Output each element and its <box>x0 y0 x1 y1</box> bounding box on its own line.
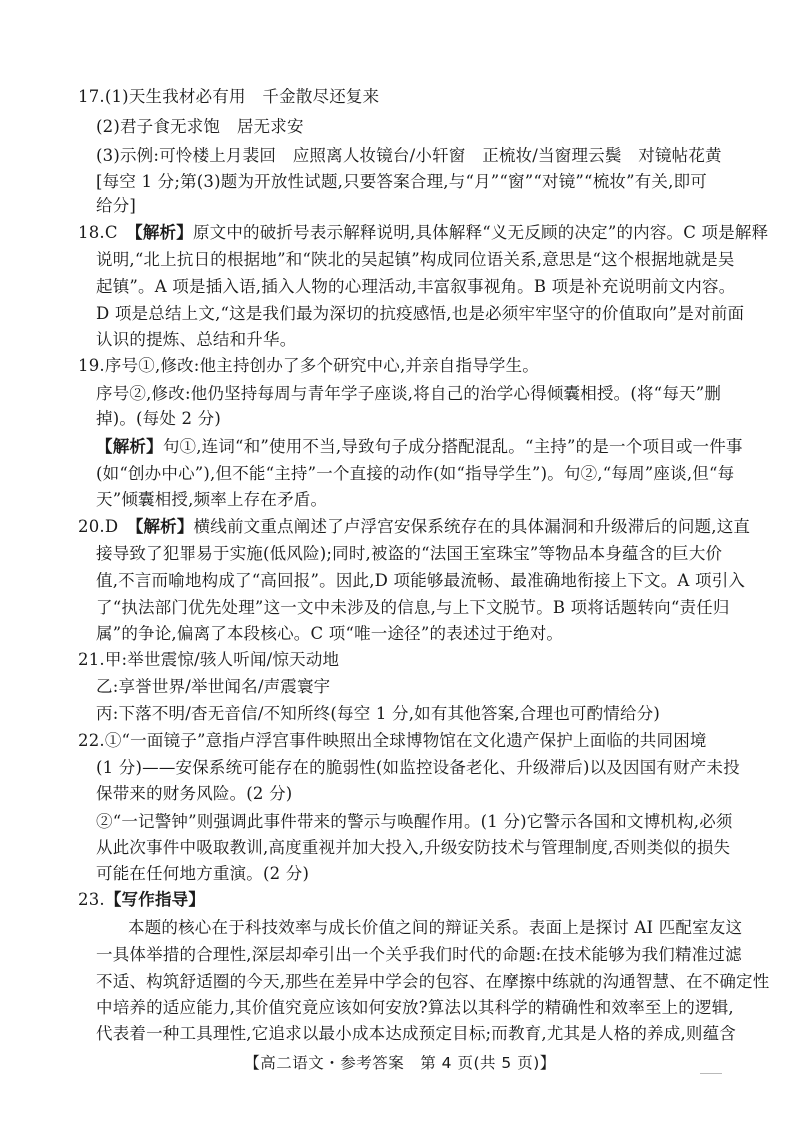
q23-writing-guide-tag: 【写作指导】 <box>104 890 206 909</box>
q23-text-4: 中培养的适应能力,其价值究竟应该如何安放?算法以其科学的精确性和效率至上的逻辑, <box>96 998 734 1017</box>
q17-answer-1: 17.(1)天生我材必有用 千金散尽还复来 <box>78 87 380 106</box>
q20-text-4: 了“执法部门优先处理”这一文中未涉及的信息,与上下文脱节。B 项将话题转向“责任归 <box>96 598 730 617</box>
q22-text-1: 22.①“一面镜子”意指卢浮宫事件映照出全球博物馆在文化遗产保护上面临的共同困境 <box>78 731 707 750</box>
q18-text-3: 起镇”。A 项是插入语,插入人物的心理活动,丰富叙事视角。B 项是补充说明前文内容。 <box>96 277 736 296</box>
q18-answer: 18.C <box>78 223 135 242</box>
q19-text-1: 19.序号①,修改:他主持创办了多个研究中心,并亲自指导学生。 <box>78 356 539 375</box>
q20-text-3: 值,不言而喻地构成了“高回报”。因此,D 项能够最流畅、最准确地衔接上下文。A 项引入 <box>96 571 746 590</box>
q22-text-4: ②“一记警钟”则强调此事件带来的警示与唤醒作用。(1 分)它警示各国和文博机构,必须 <box>96 812 733 831</box>
q18-analysis-tag: 【解析】 <box>134 223 193 242</box>
q19-text-4: 句①,连词“和”使用不当,导致句子成分搭配混乱。“主持”的是一个项目或一件事 <box>162 437 743 456</box>
q22-text-6: 可能在任何地方重演。(2 分) <box>96 864 310 883</box>
q18-text-4: D 项是总结上文,“这是我们最为深切的抗疫感悟,也是必须牢牢坚守的价值取向”是对前面 <box>96 304 745 323</box>
q23-text-2: 一具体举措的合理性,深层却牵引出一个关乎我们时代的命题:在技术能够为我们精准过滤 <box>96 945 742 964</box>
q19-text-6: 天”倾囊相授,频率上存在矛盾。 <box>96 490 328 509</box>
q19-analysis-line <box>96 436 743 458</box>
q18-text-2: 说明,“北上抗日的根据地”和“陕北的吴起镇”构成同位语关系,意思是“这个根据地就是吴 <box>96 250 735 269</box>
q22-text-5: 从此次事件中吸取教训,高度重视并加大投入,升级安防技术与管理制度,否则类似的损失 <box>96 838 731 857</box>
q23-text-1: 本题的核心在于科技效率与成长价值之间的辩证关系。表面上是探讨 AI 匹配室友这 <box>128 918 743 937</box>
q21-text-3: 丙:下落不明/杳无音信/不知所终(每空 1 分,如有其他答案,合理也可酌情给分) <box>96 704 661 723</box>
q20-text-1: 横线前文重点阐述了卢浮宫安保系统存在的具体漏洞和升级滞后的问题,这直 <box>193 517 751 536</box>
q19-analysis-tag: 【解析】 <box>96 437 163 456</box>
q20-answer: 20.D <box>78 517 135 536</box>
q18-text-5: 认识的提炼、总结和升华。 <box>96 330 297 349</box>
q20-text-5: 属”的争论,偏离了本段核心。C 项“唯一途径”的表述过于绝对。 <box>96 624 564 643</box>
q23-number: 23. <box>78 890 105 909</box>
q17-scoring-note-1: [每空 1 分;第(3)题为开放性试题,只要答案合理,与“月”“窗”“对镜”“梳妆”有关,即可 <box>96 172 707 191</box>
q17-answer-3: (3)示例:可怜楼上月裴回 应照离人妆镜台/小轩窗 正梳妆/当窗理云鬓 对镜帖花黄 <box>96 146 722 165</box>
q21-text-1: 21.甲:举世震惊/骇人听闻/惊天动地 <box>78 650 340 669</box>
q19-text-3: 掉)。(每处 2 分) <box>96 409 221 428</box>
q22-text-3: 保带来的财务风险。(2 分) <box>96 784 293 803</box>
q18-text-1: 原文中的破折号表示解释说明,具体解释“义无反顾的决定”的内容。C 项是解释 <box>192 223 769 242</box>
q22-text-2: (1 分)——安保系统可能存在的脆弱性(如监控设备老化、升级滞后)以及因国有财产未投 <box>96 758 740 777</box>
q20-first-line <box>78 516 750 538</box>
q19-text-5: (如“创办中心”),但不能“主持”一个直接的动作(如“指导学生”)。句②,“每周”座谈,但“每 <box>96 464 735 483</box>
q20-analysis-tag: 【解析】 <box>134 517 194 536</box>
q19-text-2: 序号②,修改:他仍坚持每周与青年学子座谈,将自己的治学心得倾囊相授。(将“每天”删 <box>96 384 722 403</box>
q20-text-2: 接导致了犯罪易于实施(低风险);同时,被盗的“法国王室珠宝”等物品本身蕴含的巨大价 <box>96 544 723 563</box>
q23-text-3: 不适、构筑舒适圈的今天,那些在差异中学会的包容、在摩擦中练就的沟通智慧、在不确定性 <box>96 972 770 991</box>
q17-scoring-note-2: 给分] <box>96 196 137 215</box>
q21-text-2: 乙:享誉世界/举世闻名/声震寰宇 <box>96 677 331 696</box>
page-footer: 【高二语文・参考答案 第 4 页(共 5 页)】 <box>244 1054 556 1072</box>
q23-heading <box>78 889 205 911</box>
q17-answer-2: (2)君子食无求饱 居无求安 <box>96 117 304 136</box>
q18-first-line <box>78 222 768 244</box>
q23-text-5: 代表着一种工具理性,它追求以最小成本达成预定目标;而教育,尤其是人格的养成,则蕴含 <box>96 1024 736 1043</box>
footer-divider <box>700 1073 722 1074</box>
